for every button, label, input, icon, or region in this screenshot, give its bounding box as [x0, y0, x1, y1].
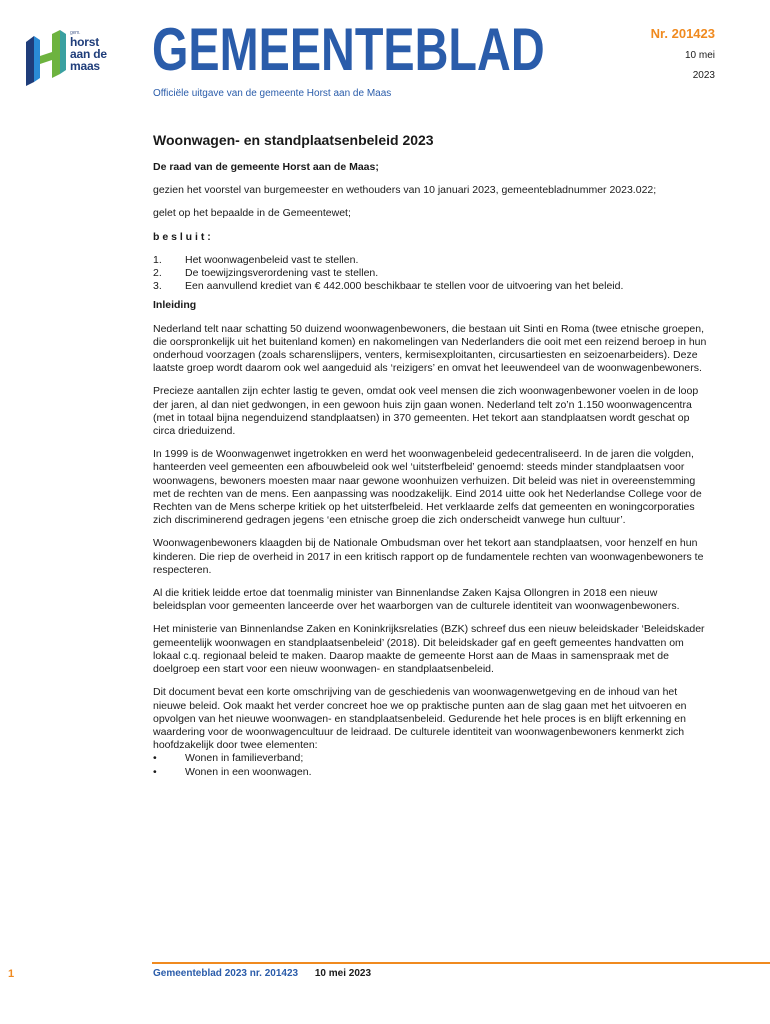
paragraph: Het ministerie van Binnenlandse Zaken en Koninkrijksrelaties (BZK) schreef dus een nieuw beleidskader ‘Beleidskader gemeentelijk woonwagen en standplaatsenbeleid’ (2018). Dit beleidskader gaf en geeft gemeentes handvatten om lokaal c.q. regionaal beleid te maken. Daarop maakte de gemeente Horst aan de Maas in samenspraak met de doelgroep een start voor een nieuw woonwagen- en standplaatsenbeleid. — [153, 623, 705, 676]
bullet-icon: • — [153, 765, 157, 778]
section-heading: Inleiding — [153, 299, 197, 312]
publication-year: 2023 — [692, 70, 715, 81]
publication-number: Nr. 201423 — [650, 26, 715, 41]
footer-date: 10 mei 2023 — [314, 968, 372, 979]
logo-pre: gem. — [70, 30, 81, 36]
logo-line-2: aan de — [70, 47, 107, 61]
paragraph: Woonwagenbewoners klaagden bij de Nationale Ombudsman over het tekort aan standplaatsen, voor henzelf en hun kinderen. Die riep de overheid in 2017 in een kritisch rapport op de fundamentele rechten van woonwagenbewoners te respecteren. — [153, 537, 704, 576]
paragraph: Nederland telt naar schatting 50 duizend woonwagenbewoners, die bestaan uit Sinti en Roma (twee etnische groepen, die oorspronkelijk uit het buitenland komen) en nakomelingen van Nederlanders die ooit met een reizend beroep in hun onderhoud voorzagen (zoals scharenslijpers, venters, kermisexploitanten, circusartiesten en seizoenarbeiders). Deze laatste groep wordt daarom ook wel aangeduid als ‘reizigers’ en omvat het leeuwendeel van de woonwagenbewoners. — [153, 322, 707, 375]
footer — [153, 968, 371, 979]
footer-publication: Gemeenteblad 2023 nr. 201423 — [153, 968, 299, 979]
list-item: 2. De toewijzingsverordening vast te stellen. — [153, 267, 379, 280]
paragraph: Al die kritiek leidde ertoe dat toenmalig minister van Binnenlandse Zaken Kajsa Ollongren in 2018 een nieuw beleidsplan voor gemeenten lanceerde over het waarborgen van de culturele identiteit van woonwagenbewoners. — [153, 587, 680, 613]
decision-list — [153, 254, 709, 294]
logo-wordmark — [70, 30, 107, 72]
footer-divider — [152, 962, 770, 964]
tagline: Officiële uitgave van de gemeente Horst aan de Maas — [153, 88, 392, 99]
publication-date: 10 mei — [684, 50, 715, 61]
list-item: 1. Het woonwagenbeleid vast te stellen. — [153, 253, 359, 266]
logo-line-3: maas — [70, 59, 100, 73]
masthead-title: GEMEENTEBLAD — [152, 16, 545, 83]
decides-line: b e s l u i t : — [153, 230, 211, 243]
logo-line-1: horst — [70, 35, 100, 49]
bullet-icon: • — [153, 752, 157, 765]
paragraph: In 1999 is de Woonwagenwet ingetrokken en werd het woonwagenbeleid gedecentraliseerd. In de jaren die volgden, hanteerden veel gemeenten een afbouwbeleid ook wel ‘uitsterfbeleid’ genoemd: steeds minder standplaatsen voor woonwagens, bewoners moesten maar naar gewone woonhuizen verhuizen. Dit beleid was niet in overeenstemming met de rechten van de mens. Een aanpassing was noodzakelijk. Eind 2014 uitte ook het Nederlandse College voor de Rechten van de Mens scherpe kritiek op het uitsterfbeleid. Het verklaarde zelfs dat gemeenten en woningcorporaties zich discriminerend gedragen jegens ‘een etnische groep die zich onderscheidt vanwege hun cultuur’. — [153, 448, 702, 527]
considering-line: gezien het voorstel van burgemeester en wethouders van 10 januari 2023, gemeentebladnummer 2023.022; — [153, 184, 657, 197]
document-body — [153, 132, 709, 779]
paragraph: Dit document bevat een korte omschrijving van de geschiedenis van woonwagenwetgeving en de inhoud van het nieuwe beleid. Ook maakt het verder concreet hoe we op praktische punten aan de slag gaan met het uitvoeren en opvolgen van het nieuwe woonwagen- en standplaatsenbeleid. Gedurende het hele proces is en blijft erkenning en waardering voor de woonwagencultuur de leidraad. De culturele identiteit van woonwagenbewoners kenmerkt zich hoofdzakelijk door twee elementen: — [153, 686, 687, 752]
bullet-list — [153, 752, 709, 778]
page-number: 1 — [8, 968, 15, 980]
given-line: gelet op het bepaalde in de Gemeentewet; — [153, 207, 351, 220]
council-line: De raad van de gemeente Horst aan de Maas; — [153, 161, 379, 173]
list-item: • Wonen in een woonwagen. — [153, 765, 312, 778]
list-item: 3. Een aanvullend krediet van € 442.000 beschikbaar te stellen voor de uitvoering van het beleid. — [153, 280, 624, 293]
document-title: Woonwagen- en standplaatsenbeleid 2023 — [153, 132, 434, 148]
paragraph: Precieze aantallen zijn echter lastig te geven, omdat ook veel mensen die zich woonwagenbewoner voelen in de loop der jaren, al dan niet gedwongen, in een gewoon huis zijn gaan wonen. Nederland telt zo’n 1.150 woonwagencentra (met in totaal bijna negenduizend standplaatsen) in 370 gemeenten. Het tekort aan standplaatsen wordt geschat op circa drieduizend. — [153, 385, 699, 438]
list-item: • Wonen in familieverband; — [153, 752, 304, 765]
